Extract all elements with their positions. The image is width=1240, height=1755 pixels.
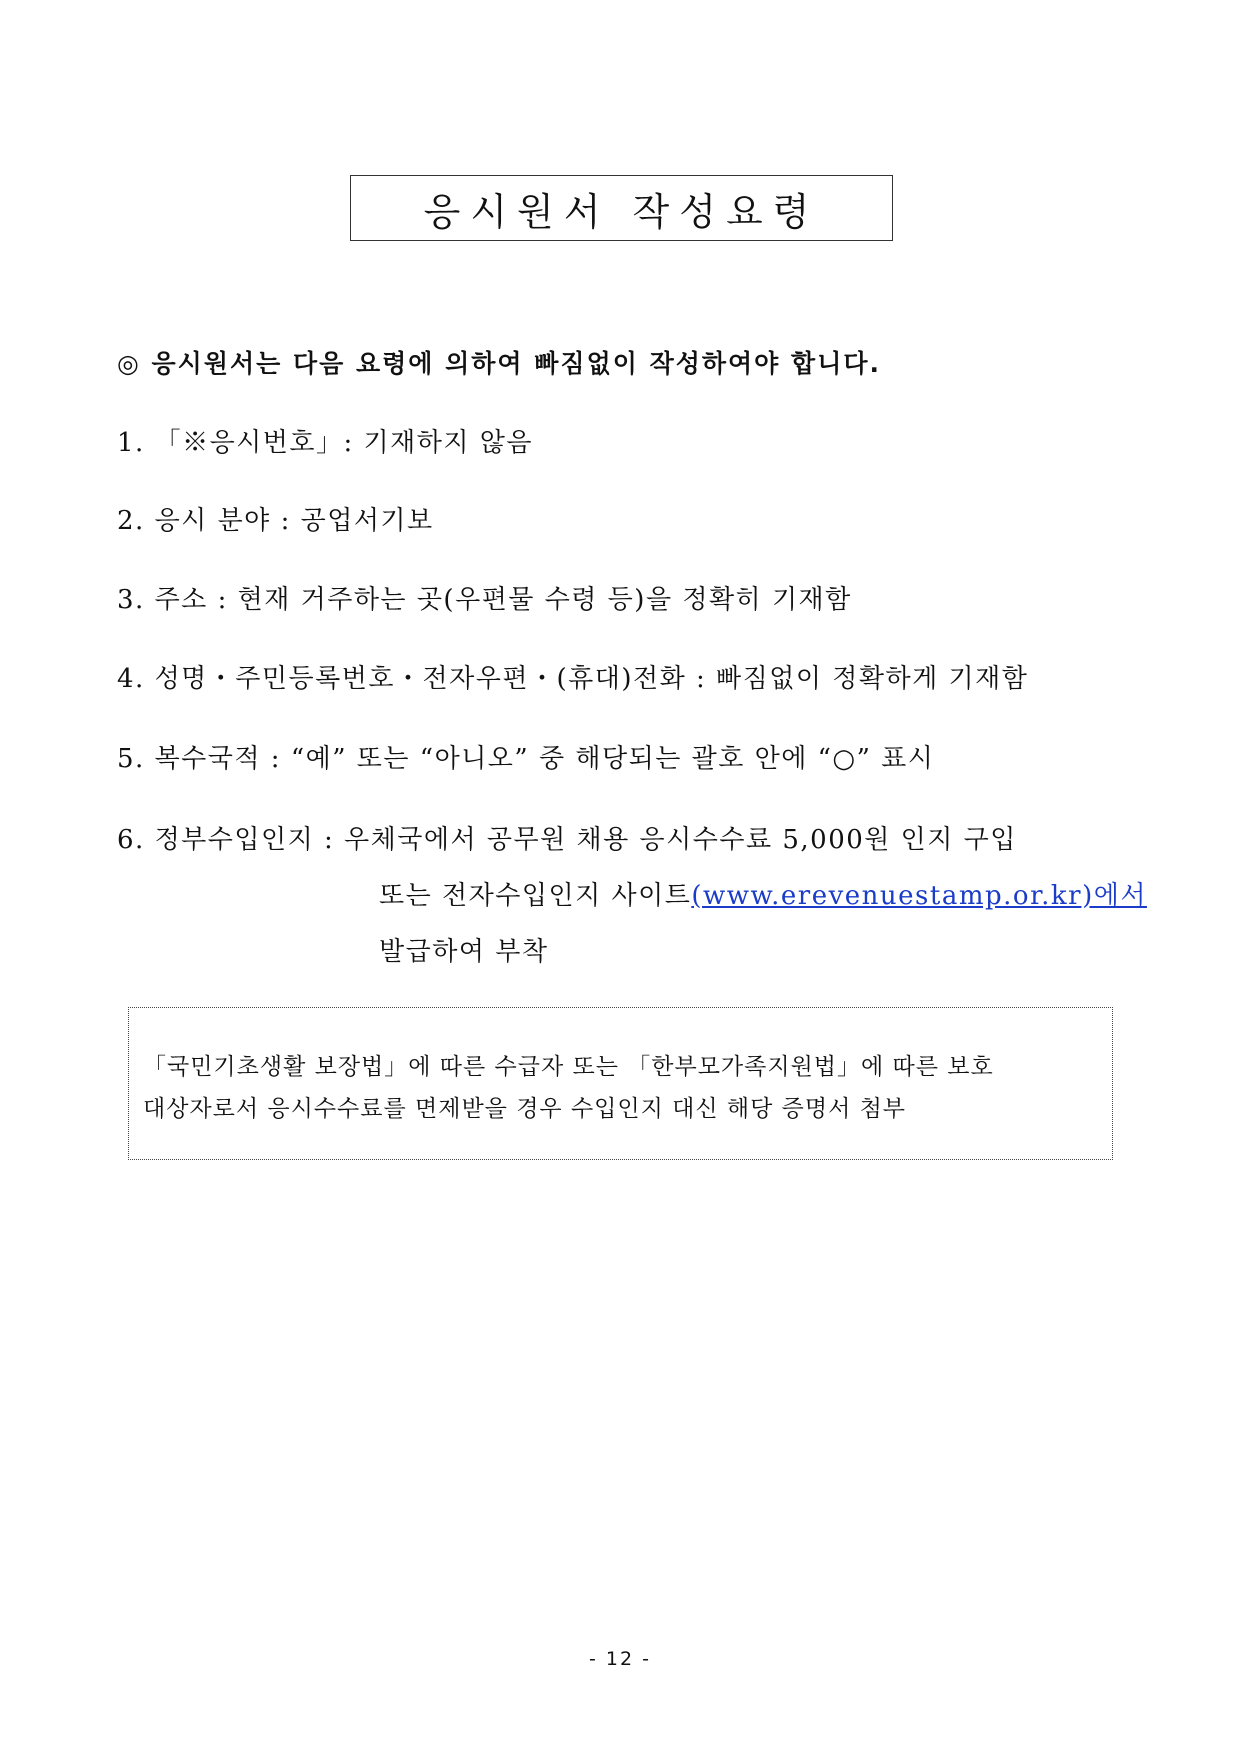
- page-number: - 12 -: [589, 1648, 651, 1670]
- item-6-line-3: 발급하여 부착: [379, 937, 549, 967]
- item-6-line-1: 6. 정부수입인지 : 우체국에서 공무원 채용 응시수수료 5,000원 인지 구입: [117, 825, 1017, 855]
- item-2-field: 2. 응시 분야 : 공업서기보: [117, 506, 434, 536]
- item-4-personal-info: 4. 성명・주민등록번호・전자우편・(휴대)전화 : 빠짐없이 정확하게 기재함: [117, 664, 1029, 694]
- item-1-application-number: 1. 「※응시번호」: 기재하지 않음: [117, 428, 534, 458]
- item-6-line-2: [117, 879, 1147, 935]
- intro-instruction: ◎ 응시원서는 다음 요령에 의하여 빠짐없이 작성하여야 합니다.: [117, 349, 881, 378]
- revenue-stamp-site-link[interactable]: (www.erevenuestamp.or.kr)에서: [691, 881, 1147, 911]
- exemption-note-line-2: 대상자로서 응시수수료를 면제받을 경우 수입인지 대신 해당 증명서 첨부: [143, 1096, 907, 1122]
- item-3-address: 3. 주소 : 현재 거주하는 곳(우편물 수령 등)을 정확히 기재함: [117, 585, 852, 615]
- item-5-dual-nationality: 5. 복수국적 : “예” 또는 “아니오” 중 해당되는 괄호 안에 “○” 표시: [117, 744, 935, 774]
- document-title: 응시원서 작성요령: [423, 189, 820, 234]
- item-6-line-2-prefix: 또는 전자수입인지 사이트: [379, 881, 692, 911]
- exemption-note-box: [128, 1007, 1113, 1160]
- exemption-note-line-1: 「국민기초생활 보장법」에 따른 수급자 또는 「한부모가족지원법」에 따른 보호: [143, 1054, 994, 1080]
- item-6-revenue-stamp: [117, 823, 1147, 991]
- title-box: [350, 175, 893, 241]
